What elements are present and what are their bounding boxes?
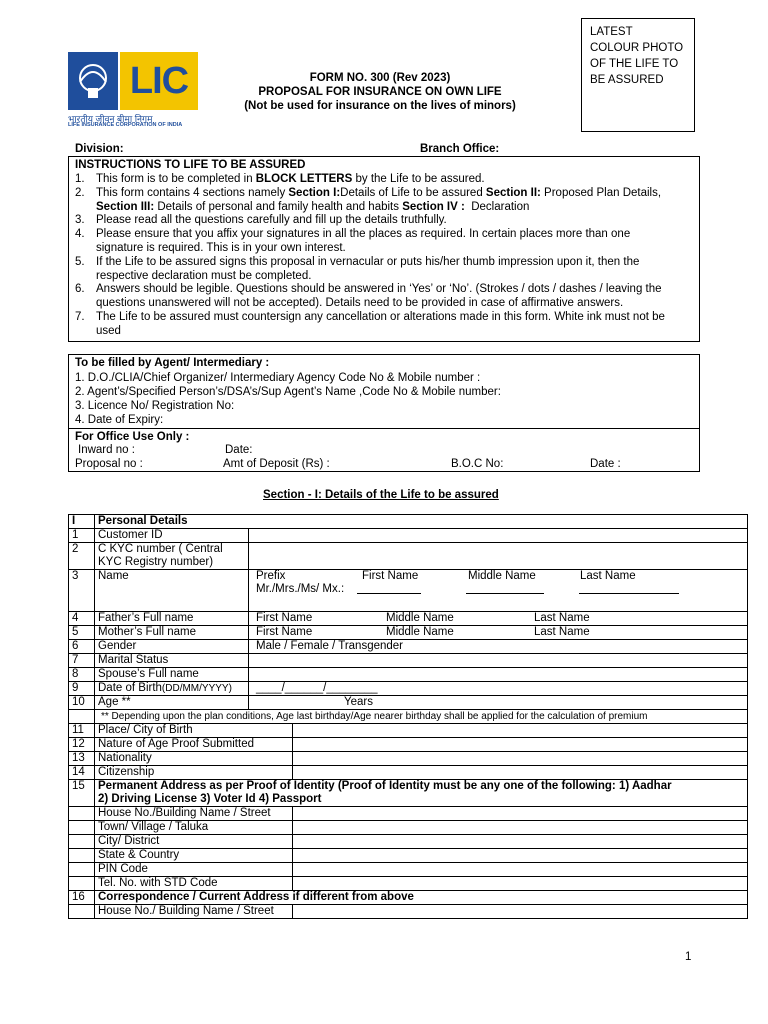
- instruction-text: This form contains 4 sections namely: [96, 186, 289, 199]
- instruction-text: Please ensure that you affix your signatures in all the places as required. In certain places more than one: [96, 228, 631, 241]
- table-row: [69, 849, 748, 863]
- cell-label: Place/ City of Birth: [95, 724, 293, 738]
- table-row: [69, 696, 748, 710]
- middle-name-label: Middle Name: [468, 570, 536, 582]
- first-name-label: First Name: [256, 626, 313, 638]
- cell-label: Date of Birth(DD/MM/YYYY): [95, 682, 249, 696]
- cell-num: 12: [69, 738, 95, 752]
- cell-label: State & Country: [95, 849, 293, 863]
- table-row: [69, 626, 748, 640]
- table-row: [69, 738, 748, 752]
- cell-label: House No./ Building Name / Street: [95, 905, 293, 919]
- nationality-field[interactable]: [293, 752, 748, 766]
- father-name-field[interactable]: [249, 612, 748, 626]
- table-row: [69, 863, 748, 877]
- table-row: [69, 682, 748, 696]
- agent-line: 1. D.O./CLIA/Chief Organizer/ Intermediary Agency Code No & Mobile number :: [75, 372, 481, 384]
- cell-num: 14: [69, 766, 95, 780]
- table-row: [69, 877, 748, 891]
- instruction-text: This form is to be completed in: [96, 173, 256, 185]
- dob-field[interactable]: ____/______/________: [249, 682, 748, 696]
- cell-num: 10: [69, 696, 95, 710]
- instruction-text: by the Life to be assured.: [352, 173, 485, 185]
- instruction-number: 6.: [75, 283, 85, 296]
- spouse-name-field[interactable]: [249, 668, 748, 682]
- photo-line: OF THE LIFE TO: [590, 58, 679, 70]
- table-row: [69, 891, 748, 905]
- section-1-title: Section - I: Details of the Life to be assured: [263, 489, 499, 501]
- table-row: [69, 821, 748, 835]
- table-row: [69, 780, 748, 807]
- mother-name-field[interactable]: [249, 626, 748, 640]
- form-title: PROPOSAL FOR INSURANCE ON OWN LIFE: [258, 86, 502, 98]
- photo-line: BE ASSURED: [590, 74, 664, 86]
- cell-label: Mother’s Full name: [95, 626, 249, 640]
- age-proof-field[interactable]: [293, 738, 748, 752]
- last-name-label: Last Name: [534, 626, 590, 638]
- cell-label: Nature of Age Proof Submitted: [95, 738, 293, 752]
- instruction-text: Section III:: [96, 200, 155, 213]
- address-field[interactable]: [293, 821, 748, 835]
- instruction-text: Please read all the questions carefully and fill up the details truthfully.: [96, 214, 447, 227]
- table-row: [69, 835, 748, 849]
- instruction-text: The Life to be assured must countersign any cancellation or alterations made in this form. White ink must not be: [96, 311, 665, 323]
- instruction-text: Details of personal and family health and habits: [154, 200, 403, 213]
- agent-line: 3. Licence No/ Registration No:: [75, 400, 235, 412]
- logo-brand: LIC: [120, 52, 198, 110]
- instruction-number: 4.: [75, 228, 85, 241]
- middle-name-label: Middle Name: [386, 626, 454, 638]
- personal-details-table: [68, 514, 748, 919]
- age-field[interactable]: Years: [249, 696, 748, 710]
- cell-num: I: [69, 515, 95, 529]
- table-row: [69, 543, 748, 570]
- last-name-label: Last Name: [580, 570, 636, 582]
- form-number: FORM NO. 300 (Rev 2023): [309, 72, 451, 84]
- name-field[interactable]: [249, 570, 748, 612]
- cell-num: 13: [69, 752, 95, 766]
- photo-line: COLOUR PHOTO: [590, 42, 684, 54]
- photo-box[interactable]: [581, 18, 695, 132]
- cell-label: Citizenship: [95, 766, 293, 780]
- table-row: [69, 766, 748, 780]
- cell-num: 3: [69, 570, 95, 612]
- gender-field[interactable]: Male / Female / Transgender: [249, 640, 748, 654]
- instruction-text: BLOCK LETTERS: [255, 173, 353, 185]
- ckyc-field[interactable]: [249, 543, 748, 570]
- cell-num: 11: [69, 724, 95, 738]
- instructions-box: [68, 156, 700, 342]
- office-heading: For Office Use Only :: [75, 431, 190, 443]
- address-field[interactable]: [293, 807, 748, 821]
- instruction-text: questions unanswered will not be accepted). Details need to be provided in case of affirmative answers.: [96, 297, 624, 310]
- cell-label: Name: [95, 570, 249, 612]
- cell-label: Gender: [95, 640, 249, 654]
- table-row: [69, 640, 748, 654]
- instruction-text: Section IV :: [402, 200, 465, 213]
- instruction-text: signature is required. This is in your own interest.: [96, 242, 346, 254]
- cell-label: Spouse’s Full name: [95, 668, 249, 682]
- instructions-heading: INSTRUCTIONS TO LIFE TO BE ASSURED: [75, 159, 306, 171]
- cell-label: City/ District: [95, 835, 293, 849]
- instruction-number: 5.: [75, 255, 85, 268]
- lic-logo: [68, 52, 198, 128]
- cell-label: PIN Code: [95, 863, 293, 877]
- cell-label: C KYC number ( Central KYC Registry number): [95, 543, 249, 570]
- agent-heading: To be filled by Agent/ Intermediary :: [75, 357, 270, 369]
- address-field[interactable]: [293, 905, 748, 919]
- photo-line: LATEST: [590, 26, 633, 38]
- cell-num: 4: [69, 612, 95, 626]
- table-row: [69, 529, 748, 543]
- address-field[interactable]: [293, 877, 748, 891]
- instruction-text: Details of Life to be assured: [340, 186, 486, 199]
- instruction-text: respective declaration must be completed.: [96, 269, 312, 282]
- cell-num: 5: [69, 626, 95, 640]
- last-name-label: Last Name: [534, 612, 590, 624]
- date-label-2: Date :: [590, 458, 621, 470]
- citizenship-field[interactable]: [293, 766, 748, 780]
- middle-name-label: Middle Name: [386, 612, 454, 624]
- lic-emblem-icon: [68, 52, 118, 110]
- table-row: [69, 515, 748, 529]
- deposit-label: Amt of Deposit (Rs) :: [223, 458, 330, 470]
- correspondence-address-heading: Correspondence / Current Address if different from above: [95, 891, 748, 905]
- form-subtitle: (Not be used for insurance on the lives of minors): [244, 100, 516, 112]
- table-row: [69, 570, 748, 612]
- first-name-label: First Name: [256, 612, 313, 624]
- cell-num: 2: [69, 543, 95, 570]
- cell-label: Tel. No. with STD Code: [95, 877, 293, 891]
- agent-line: 2. Agent’s/Specified Person’s/DSA’s/Sup Agent’s Name ,Code No & Mobile number:: [75, 386, 501, 398]
- cell-label: Nationality: [95, 752, 293, 766]
- address-field[interactable]: [293, 849, 748, 863]
- table-row: [69, 668, 748, 682]
- logo-hindi: भारतीय जीवन बीमा निगम: [68, 114, 153, 124]
- inward-no-label: Inward no :: [78, 444, 135, 456]
- prefix-label: Prefix: [256, 570, 286, 582]
- cell-label: Marital Status: [95, 654, 249, 668]
- table-row: [69, 752, 748, 766]
- table-row: [69, 724, 748, 738]
- table-row: [69, 710, 748, 724]
- instruction-number: 3.: [75, 214, 85, 227]
- permanent-address-heading: Permanent Address as per Proof of Identity (Proof of Identity must be any one of the following: 1) Aadhar 2) Driving License 3) Voter Id 4) Passport: [95, 780, 748, 807]
- branch-office-label: Branch Office:: [420, 143, 500, 155]
- cell-num: 8: [69, 668, 95, 682]
- birth-place-field[interactable]: [293, 724, 748, 738]
- page-number: 1: [685, 951, 692, 963]
- customer-id-field[interactable]: [249, 529, 748, 543]
- cell-num: 1: [69, 529, 95, 543]
- marital-status-field[interactable]: [249, 654, 748, 668]
- instruction-text: Declaration: [464, 200, 530, 213]
- cell-num: 7: [69, 654, 95, 668]
- cell-label: Customer ID: [95, 529, 249, 543]
- boc-no-label: B.O.C No:: [451, 458, 504, 470]
- cell-label: Town/ Village / Taluka: [95, 821, 293, 835]
- instruction-text: Section I:: [288, 186, 341, 199]
- cell-label: Age **: [95, 696, 249, 710]
- instruction-number: 2.: [75, 186, 85, 199]
- division-label: Division:: [75, 143, 124, 155]
- title-options: Mr./Mrs./Ms/ Mx.:: [256, 583, 345, 595]
- address-field[interactable]: [293, 835, 748, 849]
- date-label: Date:: [225, 444, 253, 456]
- instruction-text: Proposed Plan Details,: [540, 186, 662, 199]
- first-name-label: First Name: [362, 570, 419, 582]
- cell-label: Father’s Full name: [95, 612, 249, 626]
- instruction-number: 1.: [75, 173, 85, 185]
- agent-line: 4. Date of Expiry:: [75, 414, 164, 426]
- agent-box: [68, 354, 700, 472]
- logo-english: LIFE INSURANCE CORPORATION OF INDIA: [68, 122, 183, 128]
- table-row: [69, 654, 748, 668]
- cell-label: House No./Building Name / Street: [95, 807, 293, 821]
- instruction-text: used: [96, 324, 121, 337]
- table-row: [69, 612, 748, 626]
- table-row: [69, 807, 748, 821]
- cell-num: 6: [69, 640, 95, 654]
- cell-num: 9: [69, 682, 95, 696]
- cell-num: 16: [69, 891, 95, 905]
- cell-heading: Personal Details: [95, 515, 748, 529]
- address-field[interactable]: [293, 863, 748, 877]
- instruction-text: Section II:: [485, 186, 541, 199]
- proposal-no-label: Proposal no :: [75, 458, 143, 470]
- instruction-number: 7.: [75, 311, 85, 323]
- cell-num: 15: [69, 780, 95, 807]
- table-row: [69, 905, 748, 919]
- instruction-text: Answers should be legible. Questions should be answered in ‘Yes’ or ‘No’. (Strokes / dots / dashes / leaving the: [96, 283, 662, 296]
- instruction-text: If the Life to be assured signs this proposal in vernacular or puts his/her thumb impression upon it, then the: [96, 255, 640, 268]
- age-note: ** Depending upon the plan conditions, Age last birthday/Age nearer birthday shall be applied for the calculation of premium: [95, 710, 748, 724]
